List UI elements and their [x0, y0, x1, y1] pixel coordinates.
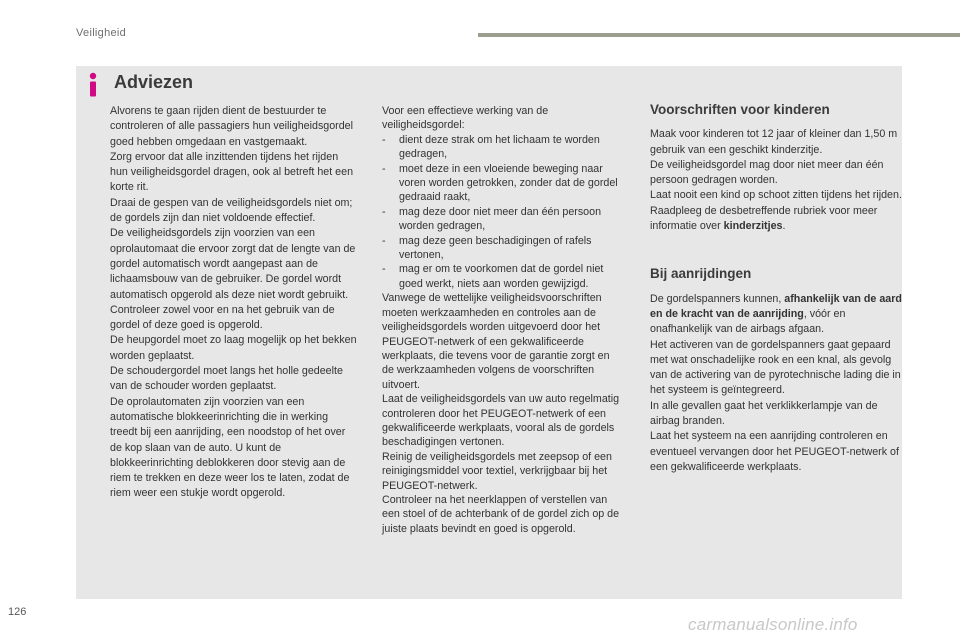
- paragraph: Alvorens te gaan rijden dient de bestuurder te controleren of alle passagiers hun veiligheidsgordel goed hebben omgedaan en vastgemaakt.: [110, 105, 353, 148]
- list-item: - mag deze door niet meer dan één persoon worden gedragen,: [382, 205, 622, 234]
- paragraph: Controleer na het neerklappen of verstellen van een stoel of de achterbank of de gordel zich op de juiste plaats bevindt en goed is opgerold.: [382, 493, 620, 535]
- paragraph: Vanwege de wettelijke veiligheidsvoorschriften moeten werkzaamheden en controles aan de veiligheidsgordels worden uitgevoerd door het PEUGEOT-netwerk of een gekwalificeerde werkplaats, die tevens voor de garantie zorgt en de werkzaamheden volgens de voorschriften uitvoert.: [382, 292, 610, 391]
- list-item: - mag deze geen beschadigingen of rafels vertonen,: [382, 234, 622, 263]
- paragraph: De oprolautomaten zijn voorzien van een automatische blokkeerinrichting die in werking treedt bij een aanrijding, een noodstop of het over de kop slaan van de auto. U kunt de blokkeerinrichting deblokkeren door stevig aan de riem te trekken en deze weer los te laten, zodat de riem weer een stukje wordt opgerold.: [110, 395, 350, 500]
- emphasis: afhankelijk van de aard en de kracht van de aanrijding: [650, 292, 902, 320]
- header-rule: [478, 33, 960, 37]
- paragraph: Voor een effectieve werking van de veiligheidsgordel:: [382, 105, 549, 132]
- text-run: , vóór en onafhankelijk van de airbags afgaan.: [650, 307, 846, 336]
- paragraph: Draai de gespen van de veiligheidsgordels niet om; de gordels zijn dan niet voldoende effectief.: [110, 196, 353, 225]
- paragraph: Het activeren van de gordelspanners gaat gepaard met wat onschadelijke rook en een knal, als gevolg van de activering van de pyrotechnische lading die in het systeem is geïntegreerd.: [650, 338, 901, 397]
- paragraph: Laat de veiligheidsgordels van uw auto regelmatig controleren door het PEUGEOT-netwerk of een gekwalificeerde werkplaats, vooral als de gordels beschadigingen vertonen.: [382, 393, 620, 449]
- paragraph: De schoudergordel moet langs het holle gedeelte van de schouder worden geplaatst.: [110, 365, 343, 393]
- list-item: - moet deze in een vloeiende beweging naar voren worden getrokken, zonder dat de gordel gedraaid raakt,: [382, 162, 622, 205]
- advice-column-1: [110, 104, 358, 502]
- list-item: - dient deze strak om het lichaam te worden gedragen,: [382, 133, 622, 162]
- paragraph: De heupgordel moet zo laag mogelijk op het bekken worden geplaatst.: [110, 334, 357, 362]
- info-icon: [84, 72, 102, 98]
- text-run: Raadpleeg de desbetreffende rubriek voor meer informatie over: [650, 204, 878, 233]
- paragraph: Controleer zowel voor en na het gebruik van de gordel of deze goed is opgerold.: [110, 303, 335, 332]
- paragraph: Maak voor kinderen tot 12 jaar of kleiner dan 1,50 m gebruik van een geschikt kinderzitje.: [650, 128, 898, 156]
- paragraph: [650, 292, 902, 338]
- emphasis: kinderzitjes: [723, 220, 783, 233]
- page-number: 126: [8, 606, 27, 618]
- text-run: .: [782, 220, 786, 233]
- paragraph: Reinig de veiligheidsgordels met zeepsop of een reinigingsmiddel voor textiel, verkrijgbaar bij het PEUGEOT-netwerk.: [382, 450, 612, 492]
- advice-column-2: [382, 104, 622, 536]
- watermark: carmanualsonline.info: [688, 615, 858, 634]
- paragraph: De veiligheidsgordel mag door niet meer dan één persoon gedragen worden.: [650, 158, 884, 187]
- paragraph: Laat het systeem na een aanrijding controleren en eventueel vervangen door het PEUGEOT-netwerk of een gekwalificeerde werkplaats.: [650, 430, 899, 473]
- kids-heading: Voorschriften voor kinderen: [650, 102, 830, 117]
- text-run: De gordelspanners kunnen,: [650, 292, 785, 305]
- spacer: [650, 234, 902, 266]
- paragraph: Laat nooit een kind op schoot zitten tijdens het rijden.: [650, 189, 902, 202]
- advice-column-3: [650, 102, 902, 475]
- list-item: - mag er om te voorkomen dat de gordel niet goed werkt, niets aan worden gewijzigd.: [382, 262, 622, 291]
- paragraph: [650, 204, 902, 235]
- crash-heading: Bij aanrijdingen: [650, 266, 752, 282]
- section-title: Veiligheid: [76, 27, 127, 39]
- paragraph: Zorg ervoor dat alle inzittenden tijdens het rijden hun veiligheidsgordel dragen, ook al betreft het een korte rit.: [110, 150, 354, 194]
- paragraph: De veiligheidsgordels zijn voorzien van een oprolautomaat die ervoor zorgt dat de lengte van de gordel automatisch wordt aangepast aan de lichaamsbouw van de gebruiker. De gordel wordt automatisch opgerold als deze niet wordt gebruikt.: [110, 227, 356, 301]
- panel-title: Adviezen: [114, 72, 194, 92]
- paragraph: In alle gevallen gaat het verklikkerlampje van de airbag branden.: [650, 399, 878, 428]
